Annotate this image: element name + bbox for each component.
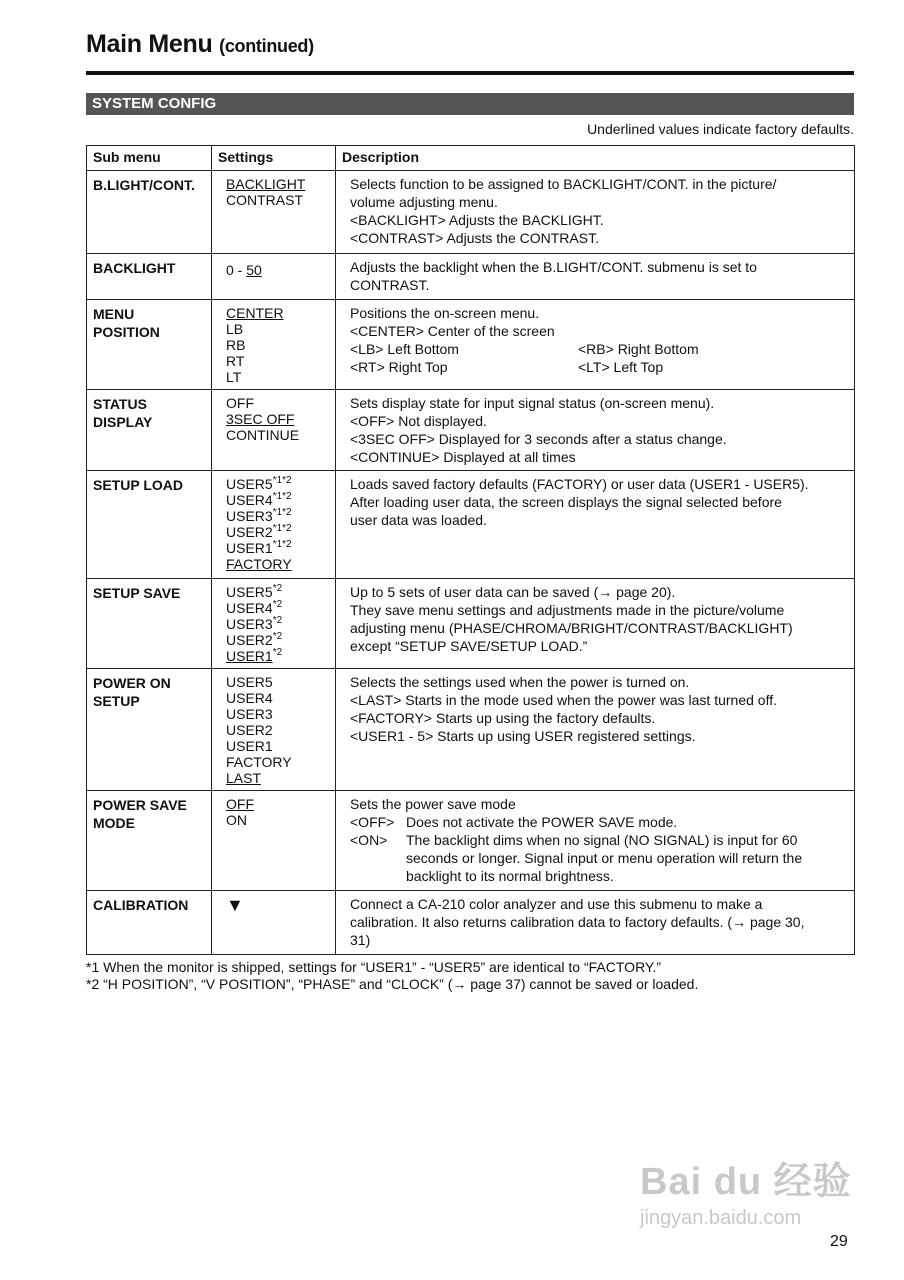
setting-value: USER5 — [226, 674, 273, 690]
setting-label: USER2 — [226, 632, 273, 648]
footnote-ref: *2 — [272, 615, 283, 626]
setting-value — [226, 616, 329, 632]
setting-label: USER4 — [226, 600, 273, 616]
setting-default: 50 — [246, 262, 262, 278]
footnote: *2 “H POSITION”, “V POSITION”, “PHASE” and “CLOCK” (→ page 37) cannot be saved or loaded. — [86, 976, 699, 992]
desc-line: <USER1 - 5> Starts up using USER registered settings. — [350, 728, 696, 744]
row-description — [336, 171, 855, 254]
table-row — [87, 300, 855, 390]
footnote-ref: *1*2 — [272, 523, 292, 534]
footnote: *1 When the monitor is shipped, settings for “USER1” - “USER5” are identical to “FACTORY.” — [86, 959, 662, 975]
row-name-line: POWER ON — [93, 675, 171, 691]
row-settings — [212, 171, 336, 254]
desc-line: CONTRAST. — [350, 277, 430, 293]
row-name-text: SETUP LOAD — [93, 477, 183, 493]
defaults-note: Underlined values indicate factory defaults. — [587, 121, 854, 137]
setting-label: USER1 — [226, 540, 273, 556]
row-settings — [212, 471, 336, 579]
setting-value: USER1 — [226, 738, 273, 754]
row-name-text: SETUP SAVE — [93, 585, 181, 601]
setting-value — [226, 492, 329, 508]
desc-line: Sets display state for input signal status (on-screen menu). — [350, 395, 715, 411]
row-name — [87, 471, 212, 579]
desc-line: volume adjusting menu. — [350, 194, 498, 210]
row-description — [336, 669, 855, 791]
setting-value: FACTORY — [226, 556, 292, 572]
row-name-line: MENU — [93, 306, 135, 322]
page-title-text: Main Menu — [86, 30, 213, 58]
footnote-ref: *1*2 — [272, 475, 292, 486]
row-settings — [212, 254, 336, 300]
row-description — [336, 579, 855, 669]
setting-range-start: 0 - — [226, 262, 247, 278]
desc-line: <3SEC OFF> Displayed for 3 seconds after a status change. — [350, 431, 727, 447]
setting-value — [226, 632, 329, 648]
desc-line: <FACTORY> Starts up using the factory defaults. — [350, 710, 656, 726]
desc-line: Connect a CA-210 color analyzer and use this submenu to make a — [350, 896, 763, 912]
footnote-ref: *1*2 — [272, 539, 292, 550]
row-name-line: POSITION — [93, 324, 160, 340]
setting-value — [226, 600, 329, 616]
option-text: The backlight dims when no signal (NO SIGNAL) is input for 60 — [406, 832, 798, 848]
row-name-line: SETUP — [93, 693, 140, 709]
baidu-watermark — [640, 1150, 852, 1230]
desc-line: <BACKLIGHT> Adjusts the BACKLIGHT. — [350, 212, 604, 228]
desc-line: Adjusts the backlight when the B.LIGHT/CONT. submenu is set to — [350, 259, 757, 275]
setting-label: USER3 — [226, 508, 273, 524]
setting-value: USER2 — [226, 722, 273, 738]
row-description — [336, 300, 855, 390]
desc-line: backlight to its normal brightness. — [406, 868, 614, 884]
row-name-text: B.LIGHT/CONT. — [93, 177, 195, 193]
row-description — [336, 891, 855, 955]
setting-value: ON — [226, 812, 247, 828]
setting-label: USER2 — [226, 524, 273, 540]
option-key: <ON> — [350, 832, 388, 848]
row-name — [87, 669, 212, 791]
desc-line: Sets the power save mode — [350, 796, 516, 812]
row-name — [87, 791, 212, 891]
desc-option — [350, 831, 842, 849]
table-header-row — [87, 146, 855, 171]
desc-item: <LT> Left Top — [578, 359, 664, 375]
desc-line: Loads saved factory defaults (FACTORY) or user data (USER1 - USER5). — [350, 476, 809, 492]
row-description — [336, 254, 855, 300]
row-settings — [212, 791, 336, 891]
desc-line: <CENTER> Center of the screen — [350, 323, 555, 339]
setting-value: CONTRAST — [226, 192, 303, 208]
table-row — [87, 471, 855, 579]
setting-value: BACKLIGHT — [226, 176, 306, 192]
table-row — [87, 579, 855, 669]
table-row — [87, 791, 855, 891]
setting-value — [226, 648, 329, 664]
footnote-ref: *2 — [272, 631, 283, 642]
setting-value: USER4 — [226, 690, 273, 706]
row-description — [336, 390, 855, 471]
desc-line: calibration. It also returns calibration data to factory defaults. (→ page 30, — [350, 914, 805, 930]
footnote-ref: *1*2 — [272, 507, 292, 518]
section-bar — [86, 93, 854, 115]
setting-value: CONTINUE — [226, 427, 300, 443]
system-config-table — [86, 145, 855, 955]
footnote-ref: *2 — [272, 599, 283, 610]
desc-line: user data was loaded. — [350, 512, 487, 528]
setting-value — [226, 508, 329, 524]
page-subtitle: (continued) — [219, 36, 314, 56]
desc-item: <LB> Left Bottom — [350, 341, 459, 357]
page-number: 29 — [830, 1233, 848, 1250]
desc-line: <LAST> Starts in the mode used when the power was last turned off. — [350, 692, 777, 708]
setting-value: OFF — [226, 796, 254, 812]
setting-label: USER3 — [226, 616, 273, 632]
desc-pair — [350, 340, 842, 358]
table-row — [87, 669, 855, 791]
table-row — [87, 390, 855, 471]
section-title: SYSTEM CONFIG — [92, 95, 217, 112]
desc-pair — [350, 358, 842, 376]
setting-value: USER3 — [226, 706, 273, 722]
setting-value: FACTORY — [226, 754, 292, 770]
desc-line: 31) — [350, 932, 371, 948]
row-settings — [212, 891, 336, 955]
desc-line: <OFF> Not displayed. — [350, 413, 487, 429]
desc-item: <RT> Right Top — [350, 359, 448, 375]
row-description — [336, 471, 855, 579]
setting-label: USER1 — [226, 648, 273, 664]
triangle-down-icon: ▼ — [226, 895, 244, 915]
desc-line: After loading user data, the screen displays the signal selected before — [350, 494, 782, 510]
option-text: Does not activate the POWER SAVE mode. — [406, 814, 678, 830]
footnote-ref: *1*2 — [272, 491, 292, 502]
setting-value — [226, 540, 329, 556]
table-row — [87, 891, 855, 955]
setting-label: USER4 — [226, 492, 273, 508]
setting-value: LAST — [226, 770, 262, 786]
desc-line: adjusting menu (PHASE/CHROMA/BRIGHT/CONTRAST/BACKLIGHT) — [350, 620, 793, 636]
desc-line: They save menu settings and adjustments made in the picture/volume — [350, 602, 785, 618]
footnote-ref: *2 — [272, 647, 283, 658]
setting-value: RB — [226, 337, 246, 353]
setting-value — [226, 476, 329, 492]
row-name — [87, 579, 212, 669]
setting-value: RT — [226, 353, 245, 369]
row-name-text: CALIBRATION — [93, 897, 189, 913]
desc-line: <CONTRAST> Adjusts the CONTRAST. — [350, 230, 599, 246]
setting-label: USER5 — [226, 584, 273, 600]
row-name-text: BACKLIGHT — [93, 260, 176, 276]
setting-value — [226, 584, 329, 600]
footnote-ref: *2 — [272, 583, 283, 594]
setting-value: LT — [226, 369, 242, 385]
row-name — [87, 171, 212, 254]
desc-line: <CONTINUE> Displayed at all times — [350, 449, 576, 465]
row-name — [87, 300, 212, 390]
row-name — [87, 390, 212, 471]
setting-value — [226, 524, 329, 540]
page-title — [86, 30, 314, 59]
title-rule — [86, 71, 854, 75]
setting-value: 3SEC OFF — [226, 411, 295, 427]
row-name-line: MODE — [93, 815, 135, 831]
row-name — [87, 254, 212, 300]
row-name-line: DISPLAY — [93, 414, 153, 430]
setting-value: OFF — [226, 395, 254, 411]
table-row — [87, 171, 855, 254]
desc-line: Positions the on-screen menu. — [350, 305, 540, 321]
header-settings: Settings — [212, 146, 336, 171]
desc-line: except “SETUP SAVE/SETUP LOAD.” — [350, 638, 588, 654]
desc-item: <RB> Right Bottom — [578, 341, 699, 357]
desc-option — [350, 813, 842, 831]
desc-line: Selects the settings used when the power is turned on. — [350, 674, 690, 690]
setting-value: LB — [226, 321, 244, 337]
row-settings — [212, 579, 336, 669]
header-description: Description — [336, 146, 855, 171]
row-name-line: STATUS — [93, 396, 147, 412]
table-row — [87, 254, 855, 300]
row-name — [87, 891, 212, 955]
row-settings — [212, 300, 336, 390]
desc-line: seconds or longer. Signal input or menu operation will return the — [406, 850, 803, 866]
row-name-line: POWER SAVE — [93, 797, 187, 813]
row-description — [336, 791, 855, 891]
row-settings — [212, 390, 336, 471]
desc-line: Up to 5 sets of user data can be saved (→ page 20). — [350, 584, 676, 600]
watermark-logo: Bai du 经验 — [640, 1161, 852, 1203]
footnotes — [86, 959, 698, 993]
setting-label: USER5 — [226, 476, 273, 492]
watermark-url: jingyan.baidu.com — [640, 1207, 802, 1229]
row-settings — [212, 669, 336, 791]
option-key: <OFF> — [350, 814, 395, 830]
desc-line: Selects function to be assigned to BACKLIGHT/CONT. in the picture/ — [350, 176, 777, 192]
header-submenu: Sub menu — [87, 146, 212, 171]
setting-value: CENTER — [226, 305, 284, 321]
